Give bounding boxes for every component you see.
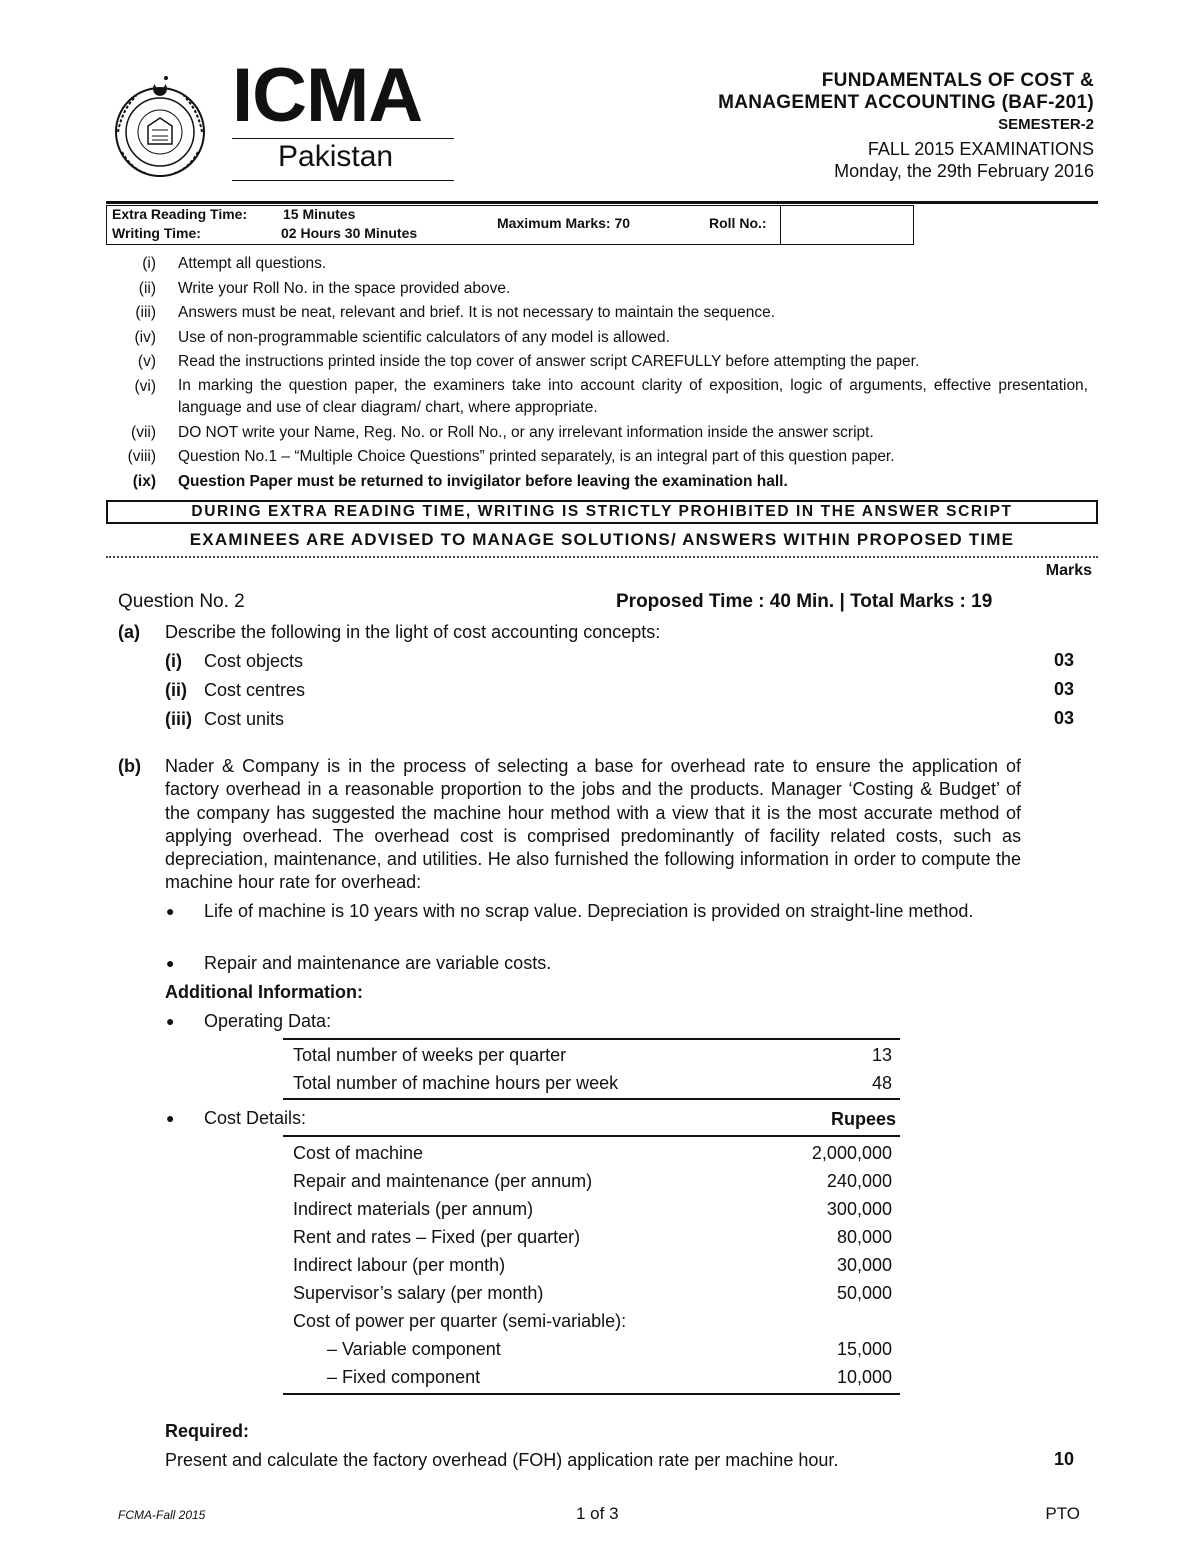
row-label: Rent and rates – Fixed (per quarter) — [293, 1227, 581, 1247]
instruction-text: DO NOT write your Name, Reg. No. or Roll No., or any irrelevant information inside the answer script. — [178, 423, 874, 441]
row-label: Total number of weeks per quarter — [293, 1045, 567, 1065]
row-value: 15,000 — [836, 1339, 892, 1359]
instructions-list — [0, 252, 1200, 494]
instruction-number: (i) — [142, 255, 156, 272]
additional-info-heading: Additional Information: — [165, 982, 363, 1002]
part-a-item-marks: 03 — [1053, 679, 1074, 699]
part-a-item-marks: 03 — [1053, 708, 1074, 728]
table-row — [283, 1279, 900, 1307]
footer-pto: PTO — [1045, 1504, 1080, 1523]
logo-divider — [232, 138, 454, 139]
semester: SEMESTER-2 — [998, 116, 1094, 133]
page-number: 1 of 3 — [576, 1504, 619, 1523]
bullet-text: Life of machine is 10 years with no scrap value. Depreciation is provided on straight-line method. — [204, 901, 974, 921]
part-a-item-number: (ii) — [165, 680, 187, 700]
reading-time-warning: DURING EXTRA READING TIME, WRITING IS STRICTLY PROHIBITED IN THE ANSWER SCRIPT — [106, 500, 1098, 524]
table-row — [283, 1041, 900, 1069]
instruction-text: Question Paper must be returned to invigilator before leaving the examination hall. — [178, 472, 788, 490]
subject-title-line2: MANAGEMENT ACCOUNTING (BAF-201) — [718, 92, 1094, 113]
instruction-number: (iv) — [134, 328, 156, 346]
table-row — [283, 1363, 900, 1391]
instruction-number: (viii) — [127, 448, 156, 465]
logo-divider — [232, 180, 454, 181]
row-label: Indirect materials (per annum) — [293, 1199, 534, 1219]
row-label: Supervisor’s salary (per month) — [293, 1283, 544, 1303]
part-b-label: (b) — [118, 756, 141, 776]
time-management-warning: EXAMINEES ARE ADVISED TO MANAGE SOLUTIONS/ ANSWERS WITHIN PROPOSED TIME — [189, 530, 1015, 549]
instruction-number: (v) — [137, 353, 156, 370]
roll-no-field[interactable] — [780, 205, 914, 245]
footer-paper-code: FCMA-Fall 2015 — [118, 1508, 206, 1522]
writing-time-label: Writing Time: — [112, 225, 201, 241]
table-rule — [283, 1393, 900, 1395]
cost-details-table — [283, 1139, 900, 1391]
row-label: Cost of power per quarter (semi-variable): — [293, 1311, 627, 1331]
operating-data-label: Operating Data: — [204, 1011, 332, 1031]
part-a-intro: Describe the following in the light of cost accounting concepts: — [165, 622, 661, 642]
cost-details-label: Cost Details: — [204, 1108, 307, 1128]
header-rule — [106, 201, 1098, 204]
instruction-number: (iii) — [135, 304, 156, 321]
instruction-text: Question No.1 – “Multiple Choice Questions” printed separately, is an integral part of this question paper. — [178, 448, 895, 465]
dotted-divider — [106, 556, 1098, 558]
instruction-text: In marking the question paper, the examiners take into account clarity of exposition, logic of arguments, effective presentation, language and use of clear diagram/ chart, where appropriate. — [178, 376, 1088, 416]
part-a-item-text: Cost units — [204, 709, 285, 729]
part-b-paragraph: Nader & Company is in the process of selecting a base for overhead rate to ensure the application of factory overhead in a reasonable proportion to the jobs and the products. Manager ‘Costing & Budget’ of the company has suggested the machine hour method with a view that it is the most accurate method of applying overhead. The overhead cost is comprised predominantly of facility related costs, such as depreciation, maintenance, and utilities. He also furnished the following information in order to compute the machine hour rate for overhead: — [165, 756, 1021, 893]
required-marks: 10 — [1053, 1449, 1074, 1469]
part-a-label: (a) — [118, 622, 140, 642]
table-rule — [283, 1038, 900, 1040]
instruction-number: (ii) — [138, 279, 156, 297]
maximum-marks: Maximum Marks: 70 — [497, 215, 631, 231]
table-row — [283, 1335, 900, 1363]
part-a-item-marks: 03 — [1053, 650, 1074, 670]
row-value: 50,000 — [836, 1283, 892, 1303]
row-value: 48 — [871, 1073, 892, 1093]
operating-data-table — [283, 1041, 900, 1097]
proposed-time: Proposed Time : 40 Min. | Total Marks : 19 — [616, 591, 993, 612]
table-row — [283, 1307, 900, 1335]
part-a-item-number: (i) — [165, 651, 182, 671]
table-row — [283, 1139, 900, 1167]
reading-time-label: Extra Reading Time: — [112, 206, 248, 222]
bullet-icon: ● — [166, 903, 175, 919]
logo-wordmark: ICMA — [232, 53, 423, 138]
table-row — [283, 1167, 900, 1195]
table-row — [283, 1223, 900, 1251]
table-row — [283, 1069, 900, 1097]
question-title: Question No. 2 — [118, 591, 245, 612]
row-value: 30,000 — [836, 1255, 892, 1275]
table-row — [283, 1251, 900, 1279]
icma-seal-logo — [108, 70, 212, 182]
required-heading: Required: — [165, 1421, 250, 1441]
bullet-icon: ● — [166, 1110, 175, 1126]
table-row — [283, 1195, 900, 1223]
roll-no-label: Roll No.: — [709, 215, 767, 231]
subject-title-line1: FUNDAMENTALS OF COST & — [821, 70, 1094, 91]
exam-session: FALL 2015 EXAMINATIONS — [867, 139, 1094, 159]
marks-column-header: Marks — [1045, 562, 1092, 579]
reading-time-value: 15 Minutes — [283, 206, 356, 222]
table-rule — [283, 1135, 900, 1137]
required-text: Present and calculate the factory overhead (FOH) application rate per machine hour. — [165, 1450, 839, 1470]
instruction-text: Use of non-programmable scientific calculators of any model is allowed. — [178, 328, 670, 346]
instruction-number: (ix) — [132, 472, 156, 490]
instruction-number: (vi) — [134, 377, 156, 395]
part-a-item-text: Cost objects — [204, 651, 304, 671]
part-a-item-number: (iii) — [165, 709, 192, 729]
row-label: – Variable component — [327, 1339, 501, 1359]
bullet-icon: ● — [166, 1013, 175, 1029]
instruction-text: Read the instructions printed inside the top cover of answer script CAREFULLY before attempting the paper. — [178, 353, 920, 370]
row-value: 10,000 — [836, 1367, 892, 1387]
row-value: 80,000 — [836, 1227, 892, 1247]
row-value: 2,000,000 — [811, 1143, 892, 1163]
instruction-text: Answers must be neat, relevant and brief. It is not necessary to maintain the sequence. — [178, 304, 776, 321]
bullet-icon: ● — [166, 955, 175, 971]
currency-header: Rupees — [830, 1109, 896, 1129]
writing-time-value: 02 Hours 30 Minutes — [281, 225, 418, 241]
exam-date: Monday, the 29th February 2016 — [834, 161, 1094, 181]
row-label: Indirect labour (per month) — [293, 1255, 506, 1275]
instruction-number: (vii) — [131, 423, 156, 441]
table-rule — [283, 1098, 900, 1100]
logo-country: Pakistan — [278, 140, 394, 173]
instruction-text: Attempt all questions. — [178, 255, 327, 272]
instruction-text: Write your Roll No. in the space provided above. — [178, 279, 511, 297]
row-value: 300,000 — [826, 1199, 892, 1219]
row-label: Cost of machine — [293, 1143, 424, 1163]
bullet-text: Repair and maintenance are variable costs. — [204, 953, 552, 973]
exam-header — [718, 70, 1094, 182]
row-label: Total number of machine hours per week — [293, 1073, 619, 1093]
row-label: Repair and maintenance (per annum) — [293, 1171, 593, 1191]
part-a-item-text: Cost centres — [204, 680, 306, 700]
row-label: – Fixed component — [327, 1367, 481, 1387]
row-value: 13 — [871, 1045, 892, 1065]
row-value: 240,000 — [826, 1171, 892, 1191]
